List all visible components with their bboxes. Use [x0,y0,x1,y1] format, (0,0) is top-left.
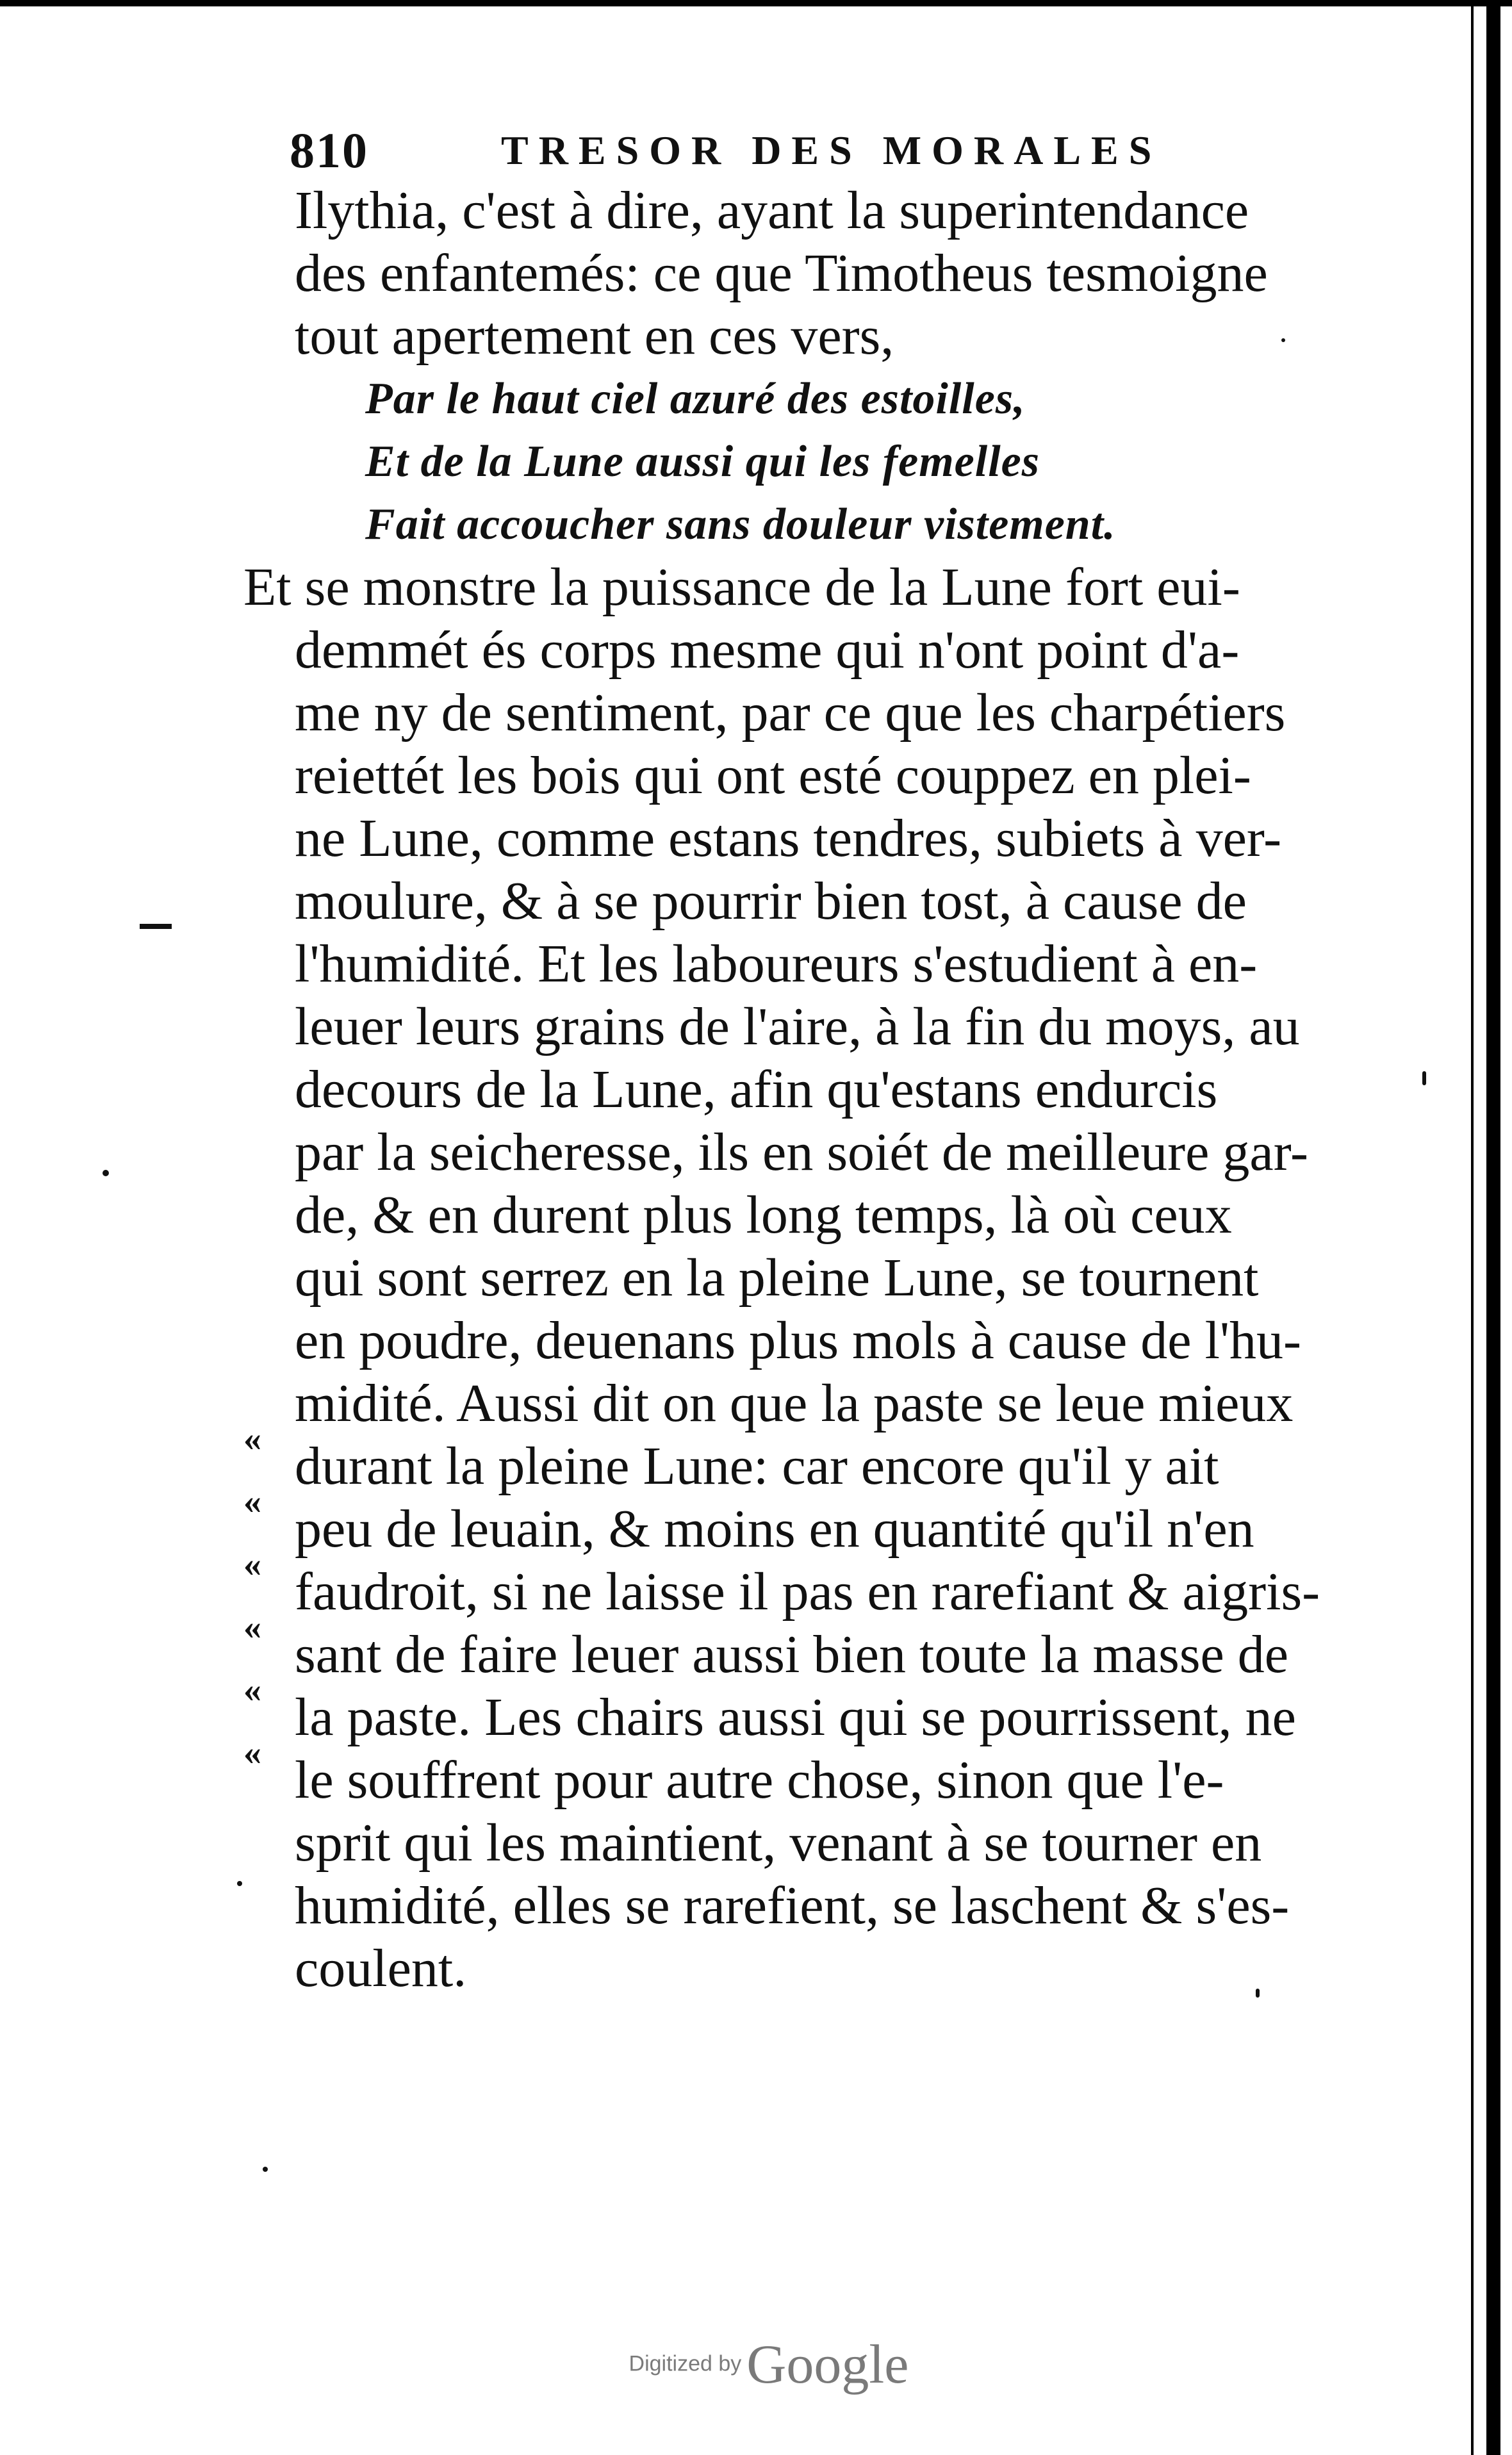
text-line: faudroit, si ne laisse il pas en rarefiant & aigris- [295,1562,1320,1622]
scan-speck [237,1881,242,1886]
scan-edge-top [0,0,1512,6]
text-line: leuer leurs grains de l'aire, à la fin du moys, au [295,997,1300,1056]
text-line: qui sont serrez en la pleine Lune, se tournent [295,1248,1259,1308]
text-line: decours de la Lune, afin qu'estans endurcis [295,1060,1218,1119]
text-line: sant de faire leuer aussi bien toute la masse de [295,1625,1289,1684]
text-line: Ilythia, c'est à dire, ayant la superintendance [295,181,1249,240]
text-line: ne Lune, comme estans tendres, subiets à ver- [295,809,1282,868]
text-line: Et se monstre la puissance de la Lune fort eui- [243,557,1240,617]
margin-quote-mark: « [243,1482,261,1522]
text-line: durant la pleine Lune: car encore qu'il y ait [295,1436,1219,1496]
text-line: le souffrent pour autre chose, sinon que l'e- [295,1750,1224,1810]
verse-line: Et de la Lune aussi qui les femelles [365,437,1040,486]
text-line: reiettét les bois qui ont esté couppez en plei- [295,746,1251,805]
page-number: 810 [290,122,368,178]
text-line: coulent. [295,1939,467,1998]
verse-line: Par le haut ciel azuré des estoilles, [365,374,1026,423]
margin-quote-mark: « [243,1419,261,1459]
running-head [290,122,1315,179]
text-line: humidité, elles se rarefient, se laschent & s'es- [295,1876,1290,1935]
digitized-by-google-credit [577,2332,961,2396]
running-title: TRESOR DES MORALES [501,127,1162,173]
margin-quote-mark: « [243,1670,261,1710]
scan-speck [1281,338,1285,342]
digitized-label: Digitized by [629,2351,742,2376]
text-line: l'humidité. Et les laboureurs s'estudient à en- [295,934,1258,994]
text-line: moulure, & à se pourrir bien tost, à cause de [295,871,1247,931]
scan-edge-right [1486,0,1500,2455]
scan-speck [1256,1989,1260,1998]
text-line: la paste. Les chairs aussi qui se pourrissent, ne [295,1687,1296,1747]
text-line: tout apertement en ces vers, [295,306,894,366]
scan-speck [263,2167,268,2172]
main-text [243,179,1358,2000]
text-line: de, & en durent plus long temps, là où ceux [295,1185,1232,1245]
text-line: des enfantemés: ce que Timotheus tesmoigne [295,243,1268,303]
scan-speck [103,1170,109,1176]
text-line: me ny de sentiment, par ce que les charpétiers [295,683,1286,743]
text-line: par la seicheresse, ils en soiét de meilleure gar- [295,1122,1308,1182]
margin-quote-mark: « [243,1607,261,1647]
text-line: demmét és corps mesme qui n'ont point d'a- [295,620,1240,680]
scan-edge-right-line [1471,0,1474,2455]
google-wordmark: Google [746,2333,909,2395]
text-line: midité. Aussi dit on que la paste se leue mieux [295,1374,1294,1433]
text-line: peu de leuain, & moins en quantité qu'il n'en [295,1499,1254,1559]
margin-quote-mark: « [243,1545,261,1584]
scan-speck [1422,1071,1426,1085]
text-line: sprit qui les maintient, venant à se tourner en [295,1813,1262,1873]
margin-quote-mark: « [243,1733,261,1773]
verse-line: Fait accoucher sans douleur vistement. [365,500,1116,549]
text-line: en poudre, deuenans plus mols à cause de l'hu- [295,1311,1302,1370]
margin-dash-mark [140,924,172,929]
